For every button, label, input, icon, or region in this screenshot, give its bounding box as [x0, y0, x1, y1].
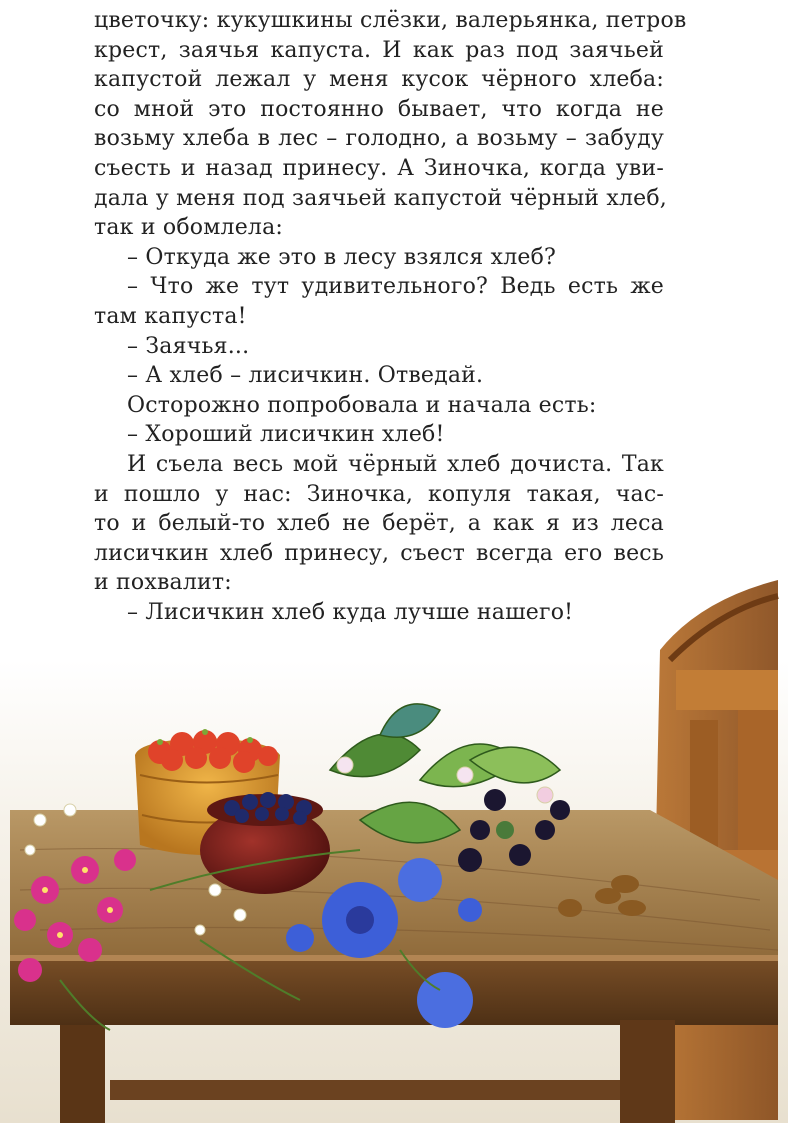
dialogue-line: – Откуда же это в лесу взялся хлеб? [127, 244, 557, 270]
text-line: крест, заячья капуста. И как раз под заячьей [94, 37, 664, 63]
text-line: и похвалит: [94, 570, 232, 596]
dialogue-line: – Что же тут удивительного? Ведь есть же [127, 274, 664, 300]
text-line: там капуста! [94, 303, 247, 329]
blueberry-bowl [200, 792, 330, 894]
text-line: возьму хлеба в лес – голодно, а возьму – забуду [94, 126, 664, 152]
text-line: то и белый-то хлеб не берёт, а как я из леса [94, 511, 664, 537]
table-leg [620, 1020, 675, 1123]
dialogue-line: – Лисичкин хлеб куда лучше нашего! [127, 599, 574, 625]
text-line: съесть и назад принесу. А Зиночка, когда уви- [94, 155, 664, 181]
text-line: цветочку: кукушкины слёзки, валерьянка, петров [94, 8, 687, 33]
story-text [94, 6, 687, 627]
text-line: и пошло у нас: Зиночка, копуля такая, час- [94, 481, 664, 507]
text-line: так и обомлела: [94, 215, 284, 241]
dialogue-line: – Хороший лисичкин хлеб! [127, 422, 445, 448]
text-line: дала у меня под заячьей капустой чёрный хлеб, [94, 185, 667, 211]
dialogue-line: – Заячья... [127, 333, 250, 359]
dialogue-line: – А хлеб – лисичкин. Отведай. [127, 363, 484, 389]
text-line: лисичкин хлеб принесу, съест всегда его весь [94, 540, 664, 566]
table-front [10, 955, 778, 1025]
table-leg [60, 1025, 105, 1123]
text-line: капустой лежал у меня кусок чёрного хлеба: [94, 67, 664, 93]
table-still-life-illustration [0, 560, 788, 1123]
text-line: Осторожно попробовала и начала есть: [127, 392, 597, 418]
text-line: со мной это постоянно бывает, что когда не [94, 96, 664, 122]
text-line: И съела весь мой чёрный хлеб дочиста. Так [127, 451, 664, 477]
